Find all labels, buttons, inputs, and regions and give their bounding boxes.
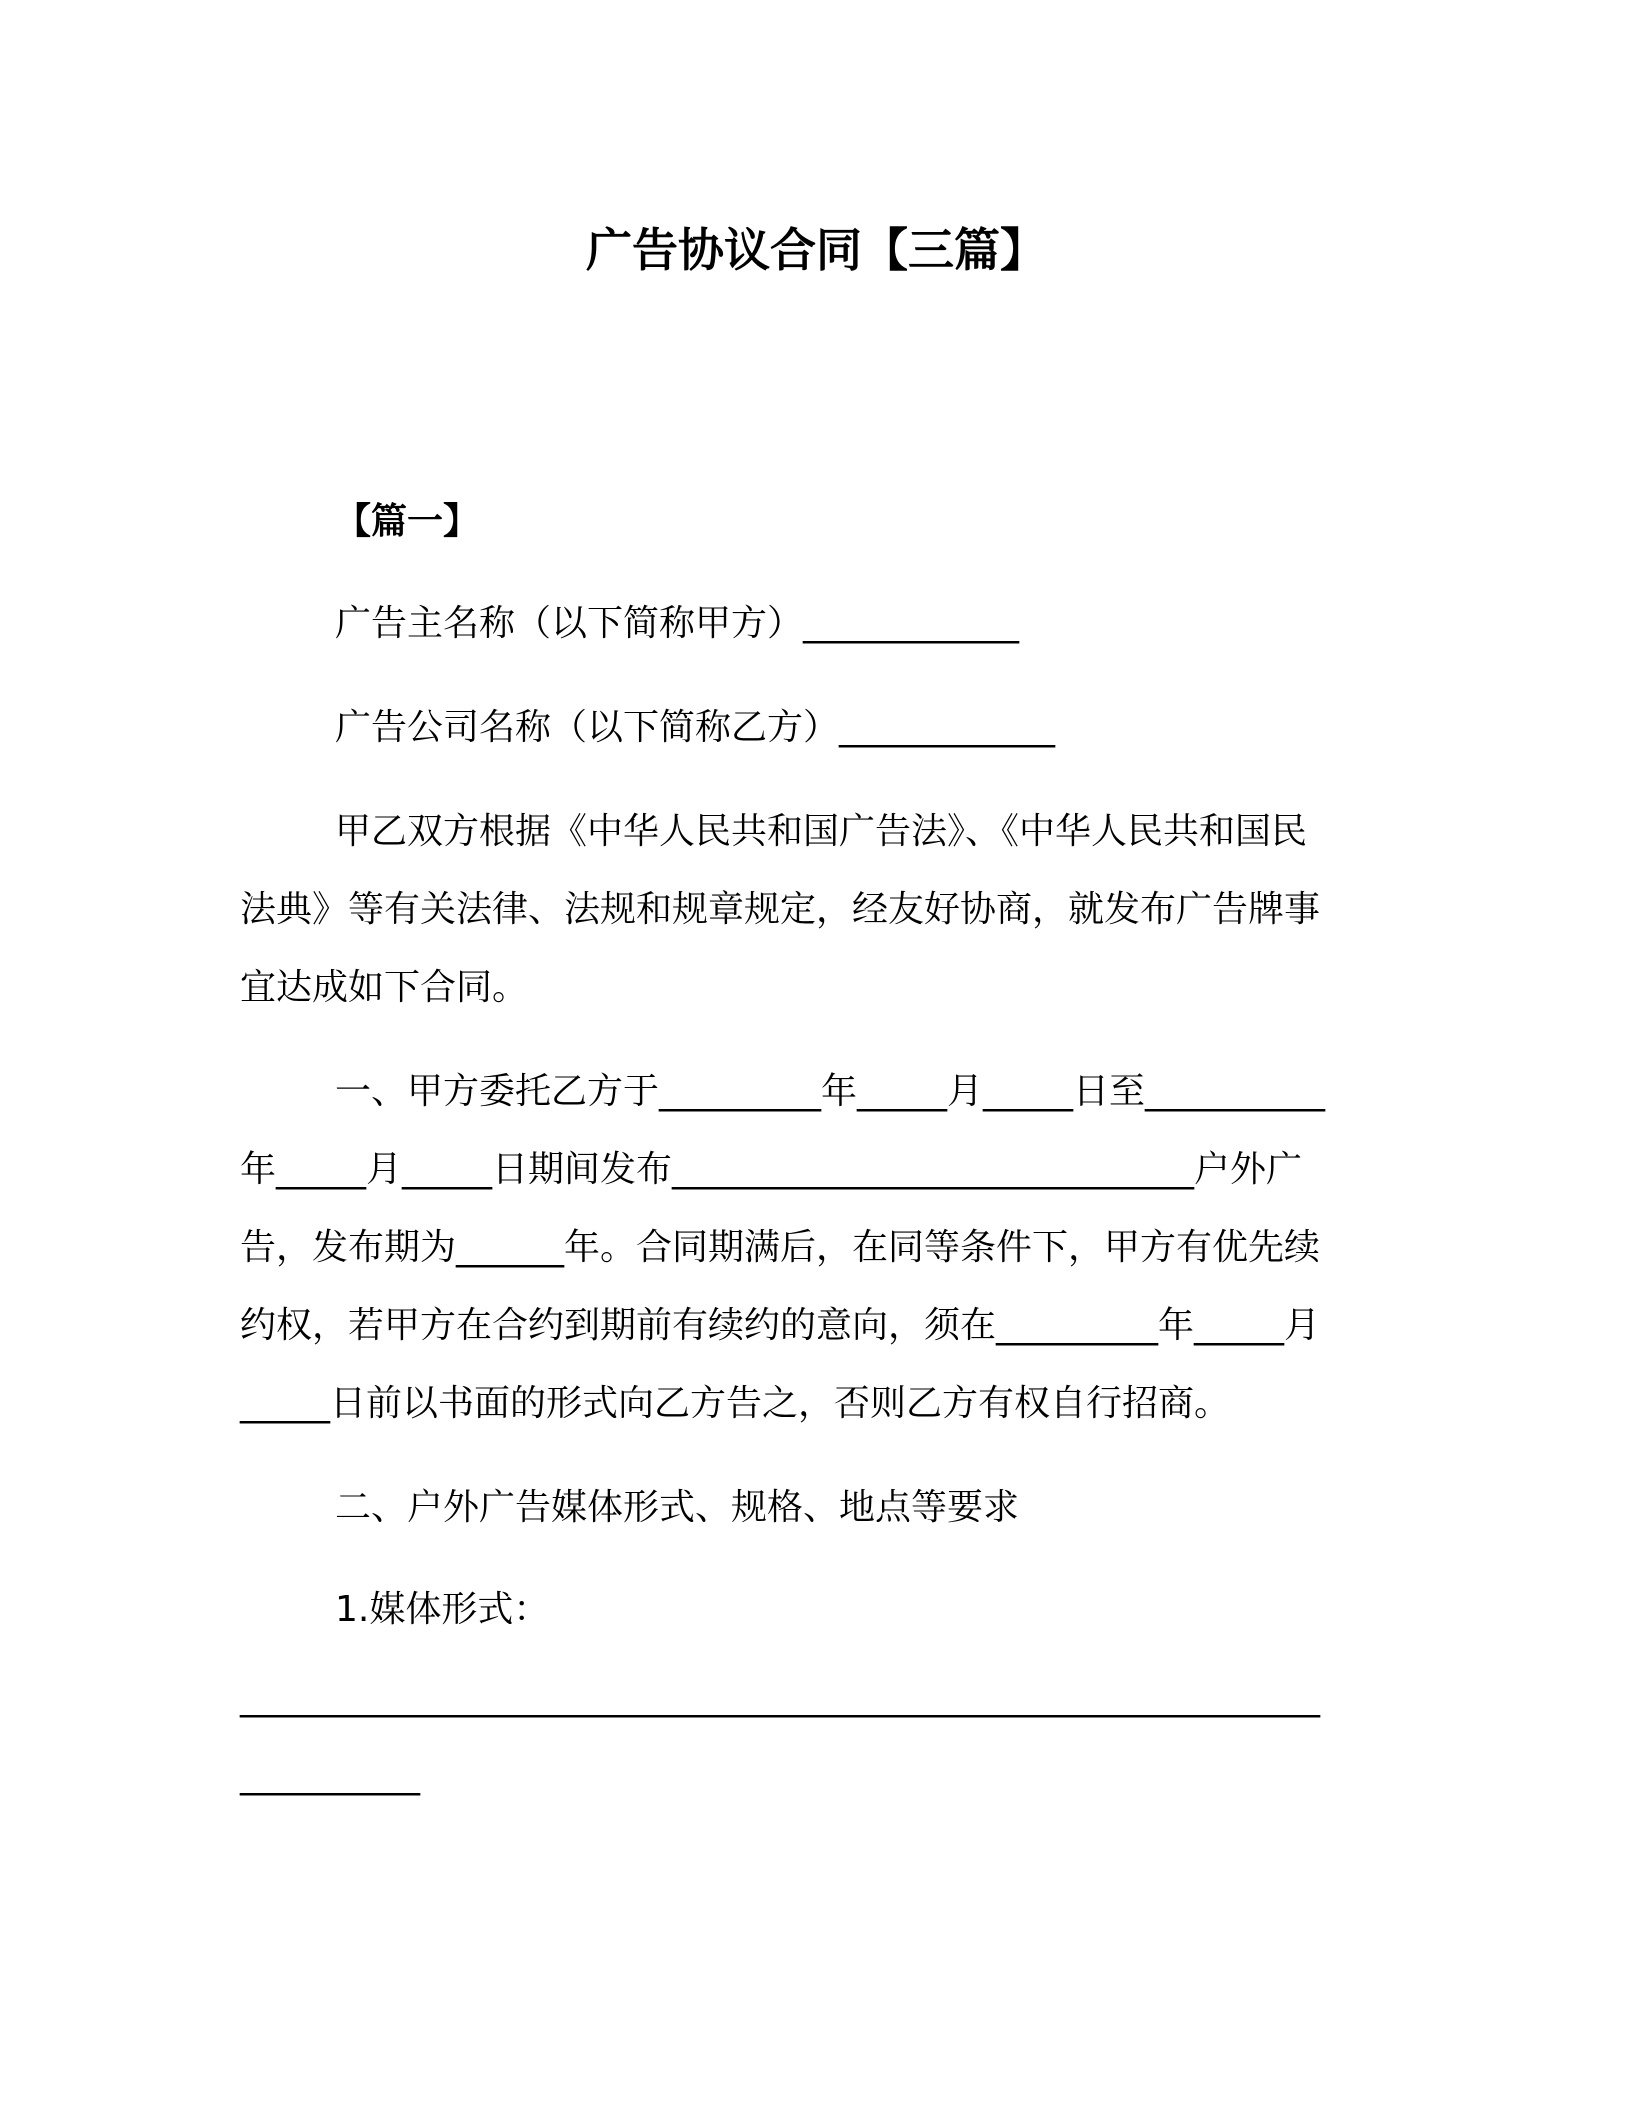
blank-fill-line: ____________________________________________________________	[240, 1677, 1320, 1718]
paragraph-line: 法典》等有关法律、法规和规章规定，经友好协商，就发布广告牌事	[240, 889, 1321, 930]
party-a-line: 广告主名称（以下简称甲方）____________	[335, 603, 1020, 644]
party-b-line: 广告公司名称（以下简称乙方）____________	[335, 707, 1056, 748]
clause-line: _____日前以书面的形式向乙方告之，否则乙方有权自行招商。	[240, 1383, 1231, 1424]
section-heading: 【篇一】	[335, 501, 480, 542]
sub-clause-line: 1.媒体形式：	[335, 1589, 550, 1630]
blank-fill-line: __________	[240, 1755, 420, 1796]
paragraph-line: 宜达成如下合同。	[240, 967, 529, 1008]
clause-line: 约权，若甲方在合约到期前有续约的意向，须在_________年_____月	[240, 1305, 1321, 1346]
clause-line: 一、甲方委托乙方于_________年_____月_____日至__________	[335, 1071, 1326, 1112]
clause-heading: 二、户外广告媒体形式、规格、地点等要求	[335, 1487, 1020, 1528]
document-title: 广告协议合同【三篇】	[586, 223, 1046, 277]
paragraph-line: 甲乙双方根据《中华人民共和国广告法》、《中华人民共和国民	[335, 811, 1308, 852]
clause-line: 年_____月_____日期间发布_____________________________户外广	[240, 1149, 1303, 1190]
clause-line: 告，发布期为______年。合同期满后，在同等条件下，甲方有优先续	[240, 1227, 1321, 1268]
